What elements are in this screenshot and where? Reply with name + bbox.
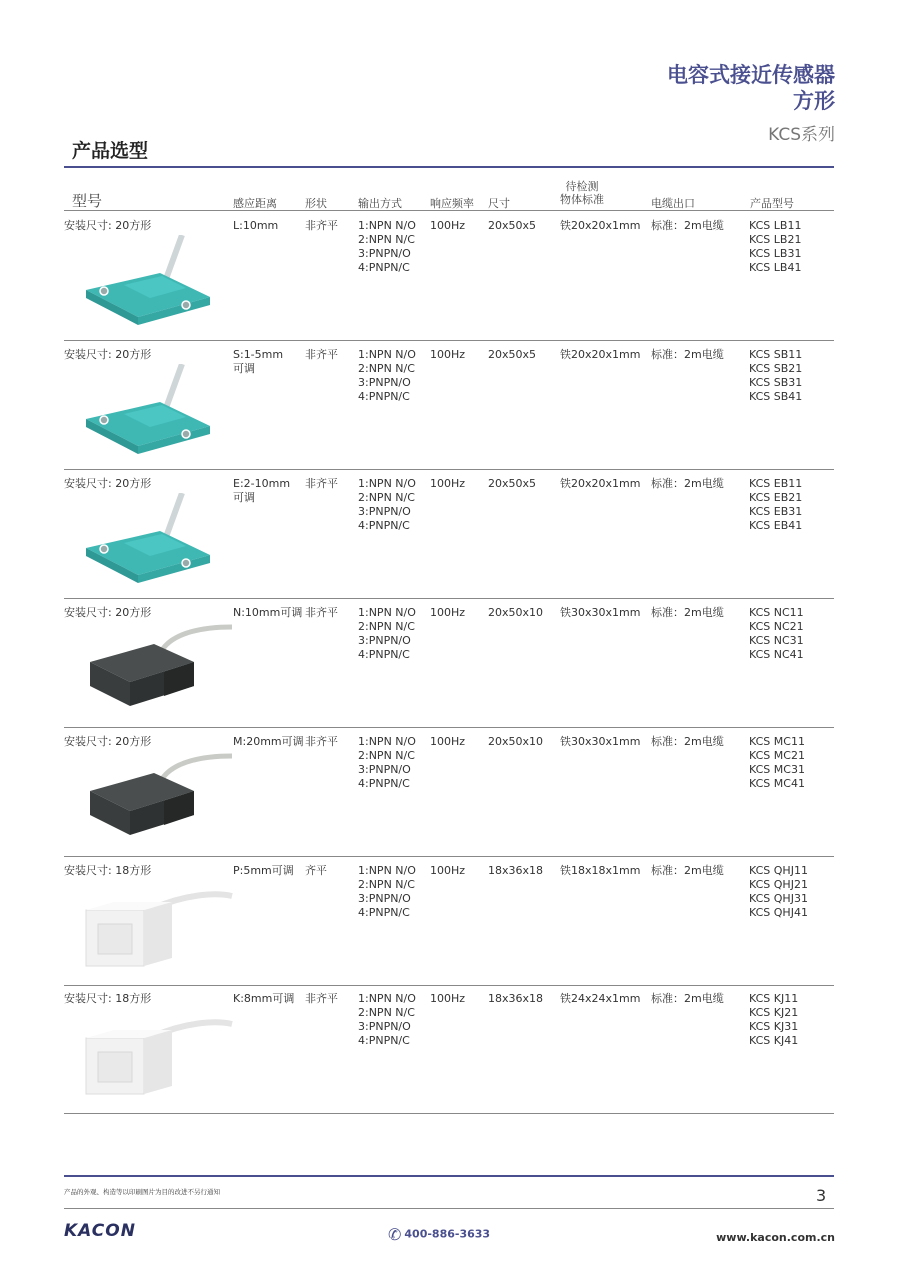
table-row [64, 598, 834, 728]
cell-models: KCS QHJ11 KCS QHJ21 KCS QHJ31 KCS QHJ41 [749, 864, 808, 919]
top-divider [64, 166, 834, 168]
cell-size: 20x50x10 [488, 606, 544, 619]
cell-size: 18x36x18 [488, 992, 544, 1005]
cell-freq: 100Hz [430, 477, 466, 490]
col-cable: 电缆出口 [651, 197, 695, 210]
cell-mount: 安装尺寸: 20方形 [64, 477, 152, 490]
cell-cable: 标准：2m电缆 [651, 735, 724, 748]
col-shape: 形状 [305, 197, 327, 210]
page-title-line1: 电容式接近传感器 [667, 63, 835, 87]
cell-cable: 标准：2m电缆 [651, 219, 724, 232]
cell-size: 18x36x18 [488, 864, 544, 877]
page-title [667, 62, 835, 114]
table-row [64, 727, 834, 857]
col-output: 输出方式 [358, 197, 402, 210]
cell-shape: 非齐平 [305, 735, 338, 748]
cell-models: KCS MC11 KCS MC21 KCS MC31 KCS MC41 [749, 735, 805, 790]
table-row [64, 340, 834, 470]
cell-target: 铁20x20x1mm [560, 477, 641, 490]
cell-freq: 100Hz [430, 348, 466, 361]
cell-shape: 非齐平 [305, 348, 338, 361]
cell-target: 铁30x30x1mm [560, 735, 641, 748]
cell-target: 铁30x30x1mm [560, 606, 641, 619]
cell-mount: 安装尺寸: 20方形 [64, 348, 152, 361]
white-cube-sensor-image [64, 1008, 234, 1108]
phone-contact [388, 1225, 490, 1244]
cell-output: 1:NPN N/O 2:NPN N/C 3:PNPN/O 4:PNPN/C [358, 606, 416, 661]
cell-shape: 非齐平 [305, 477, 338, 490]
cell-distance: E:2-10mm 可调 [233, 477, 291, 504]
cell-output: 1:NPN N/O 2:NPN N/C 3:PNPN/O 4:PNPN/C [358, 735, 416, 790]
cell-cable: 标准：2m电缆 [651, 606, 724, 619]
cell-models: KCS NC11 KCS NC21 KCS NC31 KCS NC41 [749, 606, 804, 661]
cell-shape: 齐平 [305, 864, 327, 877]
col-size: 尺寸 [488, 197, 510, 210]
series-label: KCS系列 [768, 125, 835, 145]
cell-cable: 标准：2m电缆 [651, 992, 724, 1005]
white-cube-sensor-image [64, 880, 234, 980]
cell-output: 1:NPN N/O 2:NPN N/C 3:PNPN/O 4:PNPN/C [358, 864, 416, 919]
col-product-code: 产品型号 [750, 197, 794, 210]
cell-models: KCS KJ11 KCS KJ21 KCS KJ31 KCS KJ41 [749, 992, 799, 1047]
cell-shape: 非齐平 [305, 606, 338, 619]
cell-shape: 非齐平 [305, 219, 338, 232]
cell-freq: 100Hz [430, 864, 466, 877]
kacon-logo: KACON [64, 1221, 136, 1241]
teal-flat-sensor-image [64, 235, 234, 335]
cell-freq: 100Hz [430, 606, 466, 619]
cell-output: 1:NPN N/O 2:NPN N/C 3:PNPN/O 4:PNPN/C [358, 477, 416, 532]
black-block-sensor-image [64, 622, 234, 722]
col-model: 型号 [72, 192, 103, 210]
cell-cable: 标准：2m电缆 [651, 348, 724, 361]
cell-mount: 安装尺寸: 20方形 [64, 735, 152, 748]
footer-note: 产品的外观、构造等以印刷图片为目的改进不另行通知 [64, 1188, 220, 1196]
cell-output: 1:NPN N/O 2:NPN N/C 3:PNPN/O 4:PNPN/C [358, 992, 416, 1047]
table-row [64, 211, 834, 341]
cell-size: 20x50x5 [488, 348, 537, 361]
cell-output: 1:NPN N/O 2:NPN N/C 3:PNPN/O 4:PNPN/C [358, 219, 416, 274]
cell-distance: S:1-5mm 可调 [233, 348, 284, 375]
cell-target: 铁18x18x1mm [560, 864, 641, 877]
phone-number: 400-886-3633 [404, 1227, 491, 1241]
cell-freq: 100Hz [430, 219, 466, 232]
cell-distance: K:8mm可调 [233, 992, 295, 1005]
page-title-line2: 方形 [793, 89, 835, 113]
cell-cable: 标准：2m电缆 [651, 864, 724, 877]
cell-mount: 安装尺寸: 20方形 [64, 219, 152, 232]
cell-models: KCS EB11 KCS EB21 KCS EB31 KCS EB41 [749, 477, 803, 532]
cell-target: 铁24x24x1mm [560, 992, 641, 1005]
col-target: 待检测 物体标准 [560, 180, 604, 206]
page-number: 3 [816, 1186, 827, 1205]
cell-freq: 100Hz [430, 992, 466, 1005]
footer-divider [64, 1175, 834, 1177]
cell-models: KCS SB11 KCS SB21 KCS SB31 KCS SB41 [749, 348, 803, 403]
cell-mount: 安装尺寸: 18方形 [64, 864, 152, 877]
teal-flat-sensor-image [64, 364, 234, 464]
cell-cable: 标准：2m电缆 [651, 477, 724, 490]
cell-mount: 安装尺寸: 20方形 [64, 606, 152, 619]
cell-distance: N:10mm可调 [233, 606, 303, 619]
phone-icon: ✆ [388, 1225, 402, 1244]
cell-models: KCS LB11 KCS LB21 KCS LB31 KCS LB41 [749, 219, 802, 274]
cell-target: 铁20x20x1mm [560, 348, 641, 361]
cell-distance: L:10mm [233, 219, 279, 232]
cell-size: 20x50x5 [488, 477, 537, 490]
section-title: 产品选型 [72, 140, 149, 162]
cell-size: 20x50x10 [488, 735, 544, 748]
cell-mount: 安装尺寸: 18方形 [64, 992, 152, 1005]
table-row [64, 984, 834, 1114]
cell-freq: 100Hz [430, 735, 466, 748]
black-block-sensor-image [64, 751, 234, 851]
footer-divider-thin [64, 1208, 834, 1209]
table-row [64, 856, 834, 986]
cell-distance: P:5mm可调 [233, 864, 294, 877]
website-link[interactable]: www.kacon.com.cn [716, 1231, 835, 1244]
cell-size: 20x50x5 [488, 219, 537, 232]
col-frequency: 响应频率 [430, 197, 474, 210]
cell-shape: 非齐平 [305, 992, 338, 1005]
table-row [64, 469, 834, 599]
col-distance: 感应距离 [233, 197, 277, 210]
cell-output: 1:NPN N/O 2:NPN N/C 3:PNPN/O 4:PNPN/C [358, 348, 416, 403]
cell-target: 铁20x20x1mm [560, 219, 641, 232]
teal-flat-sensor-image [64, 493, 234, 593]
cell-distance: M:20mm可调 [233, 735, 304, 748]
